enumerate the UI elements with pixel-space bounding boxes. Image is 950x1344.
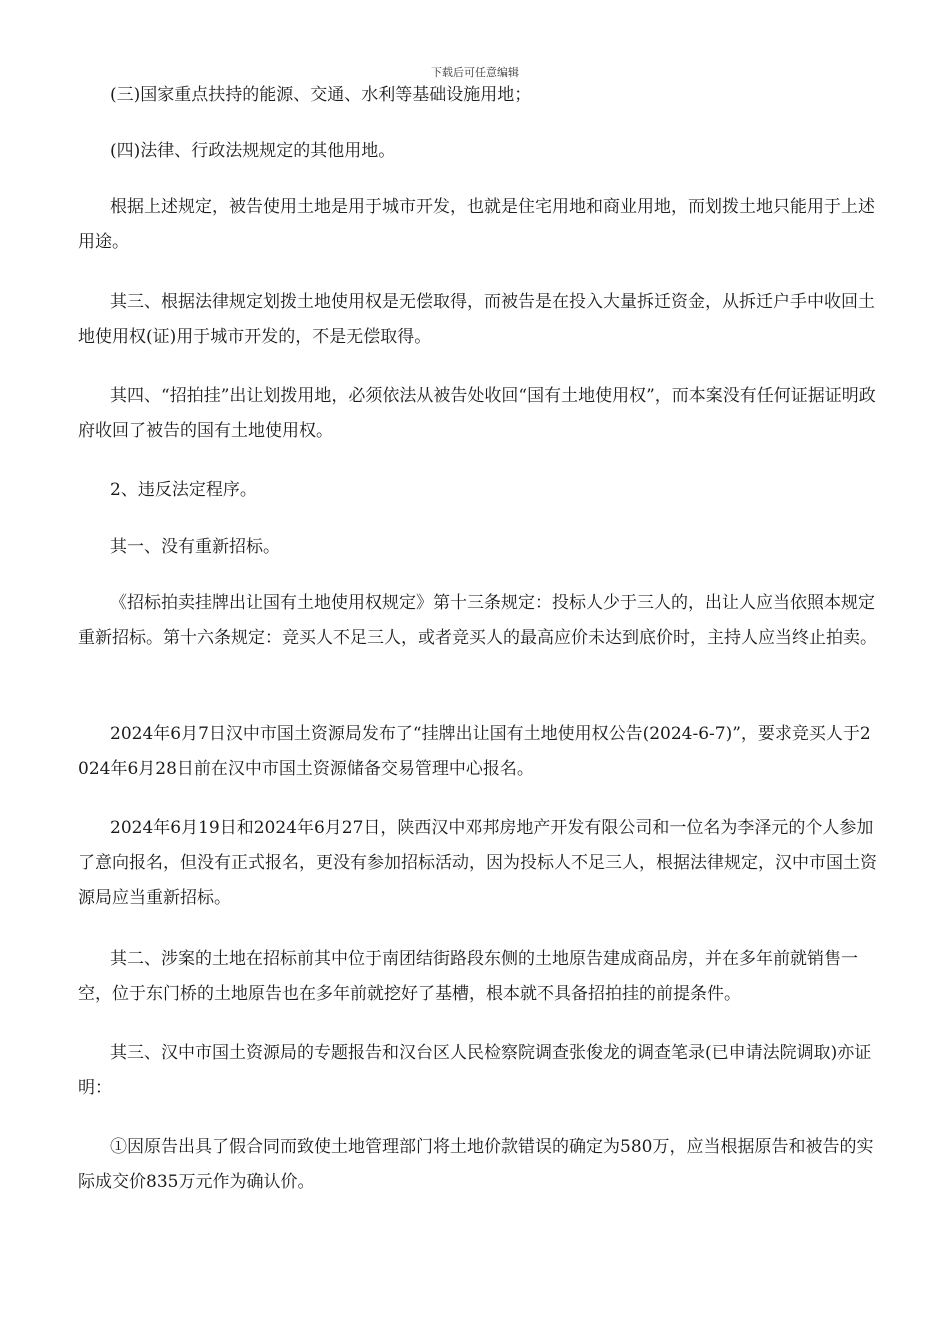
paragraph-13: ①因原告出具了假合同而致使土地管理部门将土地价款错误的确定为580万，应当根据原告和被告的实际成交价835万元作为确认价。 xyxy=(78,1137,874,1192)
paragraph-2: (四)法律、行政法规规定的其他用地。 xyxy=(110,141,396,161)
paragraph-1: (三)国家重点扶持的能源、交通、水利等基础设施用地； xyxy=(110,85,532,105)
paragraph-10: 2024年6月19日和2024年6月27日，陕西汉中邓邦房地产开发有限公司和一位名为李泽元的个人参加了意向报名，但没有正式报名，更没有参加招标活动，因为投标人不足三人，根据法律规定，汉中市国土资源局应当重新招标。 xyxy=(78,818,877,908)
paragraph-5: 其四、“招拍挂”出让划拨用地，必须依法从被告处收回“国有土地使用权”，而本案没有任何证据证明政府收回了被告的国有土地使用权。 xyxy=(78,386,876,441)
paragraph-11: 其二、涉案的土地在招标前其中位于南团结街路段东侧的土地原告建成商品房，并在多年前就销售一空，位于东门桥的土地原告也在多年前就挖好了基槽，根本就不具备招拍挂的前提条件。 xyxy=(78,949,858,1004)
paragraph-4: 其三、根据法律规定划拨土地使用权是无偿取得，而被告是在投入大量拆迁资金，从拆迁户手中收回土地使用权(证)用于城市开发的，不是无偿取得。 xyxy=(78,292,875,347)
paragraph-6: 2、违反法定程序。 xyxy=(110,480,257,500)
paragraph-3: 根据上述规定，被告使用土地是用于城市开发，也就是住宅用地和商业用地，而划拨土地只能用于上述用途。 xyxy=(78,197,875,252)
paragraph-8: 《招标拍卖挂牌出让国有土地使用权规定》第十三条规定：投标人少于三人的，出让人应当依照本规定重新招标。第十六条规定：竞买人不足三人，或者竞买人的最高应价未达到底价时，主持人应当终止拍卖。 xyxy=(78,593,877,648)
paragraph-9: 2024年6月7日汉中市国土资源局发布了“挂牌出让国有土地使用权公告(2024-6-7)”，要求竞买人于2024年6月28日前在汉中市国土资源储备交易管理中心报名。 xyxy=(78,724,871,779)
header-note: 下载后可任意编辑 xyxy=(431,66,519,79)
paragraph-12: 其三、汉中市国土资源局的专题报告和汉台区人民检察院调查张俊龙的调查笔录(已申请法院调取)亦证明： xyxy=(78,1043,872,1098)
paragraph-7: 其一、没有重新招标。 xyxy=(110,537,280,557)
